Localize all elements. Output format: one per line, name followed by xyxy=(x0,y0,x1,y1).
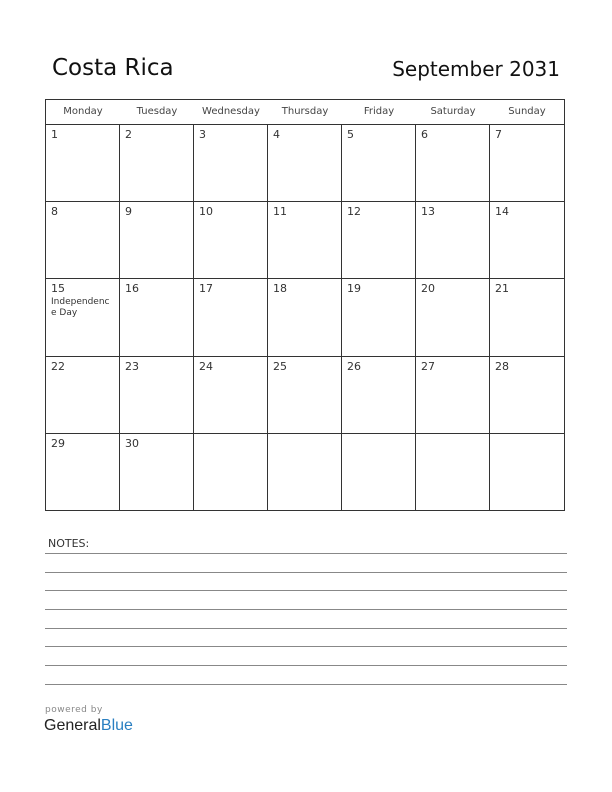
day-cell xyxy=(194,125,268,202)
day-number: 5 xyxy=(347,128,354,141)
day-cell xyxy=(194,357,268,434)
weekday-header: Tuesday xyxy=(136,106,178,117)
day-cell xyxy=(268,357,342,434)
day-cell xyxy=(342,279,416,356)
weekday-header: Thursday xyxy=(281,106,329,117)
day-number: 14 xyxy=(495,205,509,219)
day-number: 3 xyxy=(199,128,206,141)
day-cell xyxy=(120,434,194,511)
holiday-label: Independence Day xyxy=(51,297,110,319)
day-number: 23 xyxy=(125,359,139,373)
day-cell xyxy=(46,202,120,279)
day-cell xyxy=(416,125,490,202)
day-number: 28 xyxy=(495,359,509,373)
day-cell xyxy=(490,357,564,434)
day-cell xyxy=(46,357,120,434)
day-number: 16 xyxy=(125,282,139,296)
page-title: Costa Rica xyxy=(52,55,174,81)
day-number: 12 xyxy=(347,205,361,219)
day-cell xyxy=(268,434,342,511)
day-number: 10 xyxy=(199,205,213,219)
note-line xyxy=(45,628,567,629)
day-number: 11 xyxy=(273,205,287,219)
day-cell xyxy=(46,279,120,356)
day-cell xyxy=(46,434,120,511)
day-cell xyxy=(416,434,490,511)
day-number: 27 xyxy=(421,359,435,373)
powered-by-label: powered by xyxy=(45,705,103,715)
note-line xyxy=(45,665,567,666)
note-line xyxy=(45,684,567,685)
day-cell xyxy=(490,434,564,511)
day-cell xyxy=(46,125,120,202)
day-cell xyxy=(120,202,194,279)
day-cell xyxy=(342,125,416,202)
note-line xyxy=(45,572,567,573)
note-line xyxy=(45,646,567,647)
day-number: 9 xyxy=(125,205,132,219)
month-year-label: September 2031 xyxy=(392,57,560,81)
day-cell xyxy=(490,202,564,279)
day-cell xyxy=(490,125,564,202)
day-cell xyxy=(342,434,416,511)
weekday-header: Wednesday xyxy=(202,106,260,117)
day-cell xyxy=(194,202,268,279)
day-number: 13 xyxy=(421,205,435,219)
day-cell xyxy=(342,202,416,279)
day-cell xyxy=(490,279,564,356)
day-number: 24 xyxy=(199,359,213,373)
day-number: 15 xyxy=(51,282,65,296)
day-cell xyxy=(194,279,268,356)
day-number: 22 xyxy=(51,359,65,373)
brand-general: General xyxy=(44,717,101,734)
day-number: 8 xyxy=(51,205,58,219)
weekday-header: Sunday xyxy=(508,106,546,117)
notes-label: NOTES: xyxy=(48,537,90,550)
brand-logo xyxy=(44,717,133,735)
day-number: 26 xyxy=(347,359,361,373)
day-cell xyxy=(120,279,194,356)
day-cell xyxy=(120,357,194,434)
day-number: 4 xyxy=(273,128,280,141)
note-line xyxy=(45,590,567,591)
day-cell xyxy=(120,125,194,202)
day-number: 20 xyxy=(421,282,435,296)
calendar-weeks xyxy=(46,125,564,511)
day-cell xyxy=(416,357,490,434)
day-cell xyxy=(268,279,342,356)
day-number: 2 xyxy=(125,128,132,141)
brand-blue: Blue xyxy=(100,717,133,734)
day-number: 29 xyxy=(51,436,65,450)
day-number: 1 xyxy=(51,128,58,141)
day-number: 19 xyxy=(347,282,361,296)
weekday-header-row xyxy=(46,100,564,125)
day-cell xyxy=(194,434,268,511)
day-number: 18 xyxy=(273,282,287,296)
weekday-header: Friday xyxy=(363,106,395,117)
note-line xyxy=(45,553,567,554)
day-cell xyxy=(268,202,342,279)
day-number: 21 xyxy=(495,282,509,296)
day-number: 17 xyxy=(199,282,213,296)
weekday-header: Saturday xyxy=(430,106,476,117)
day-cell xyxy=(268,125,342,202)
day-number: 30 xyxy=(125,436,139,450)
day-number: 25 xyxy=(273,359,287,373)
day-cell xyxy=(416,202,490,279)
day-cell xyxy=(342,357,416,434)
weekday-header: Monday xyxy=(63,106,103,117)
day-number: 6 xyxy=(421,128,428,141)
note-line xyxy=(45,609,567,610)
calendar-grid xyxy=(45,99,565,511)
day-number: 7 xyxy=(495,128,502,141)
day-cell xyxy=(416,279,490,356)
